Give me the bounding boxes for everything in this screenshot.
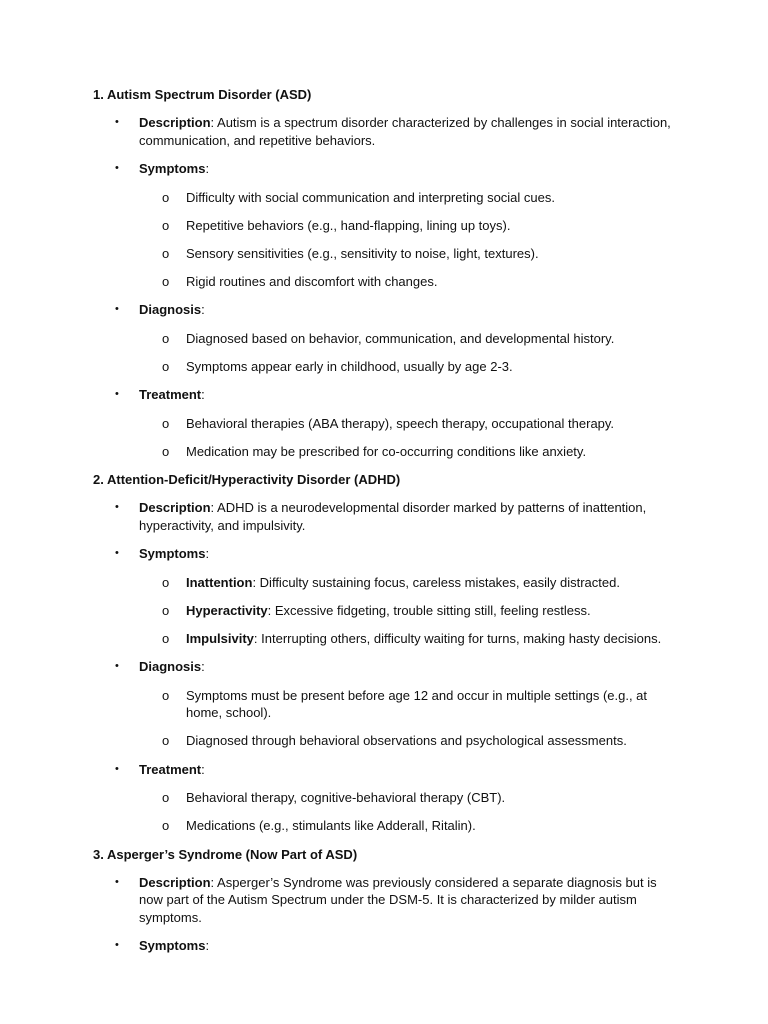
sub-bullet: o [162, 630, 170, 646]
treatment-label: Treatment [139, 761, 202, 777]
symptoms-label: Symptoms [139, 546, 206, 561]
colon: : [205, 938, 210, 953]
diagnosis-label: Diagnosis [139, 302, 202, 317]
symptom-term: Inattention [186, 574, 253, 590]
bullet: • [115, 501, 119, 513]
section-adhd [93, 471, 678, 835]
sub-bullet: o [162, 217, 170, 233]
treatment-item [115, 386, 678, 460]
colon: : [205, 546, 210, 561]
diagnosis-text: Symptoms appear early in childhood, usually by age 2-3. [186, 358, 513, 374]
diagnosis-label: Diagnosis [139, 659, 202, 674]
sub-bullet: o [162, 733, 170, 748]
colon: : [201, 387, 205, 402]
symptoms-label: Symptoms [139, 161, 206, 176]
bullet: • [115, 875, 119, 888]
symptom-text: Repetitive behaviors (e.g., hand-flapping, lining up toys). [186, 217, 511, 233]
diagnosis-sublist [139, 687, 678, 750]
section-title: 1. Autism Spectrum Disorder (ASD) [93, 87, 312, 102]
diagnosis-text: Diagnosed based on behavior, communication, and developmental history. [186, 330, 615, 346]
description-text: : Asperger’s Syndrome was previously considered a separate diagnosis but is now part of the Autism Spectrum under the DSM-5. It is characterized by milder autism symptoms. [139, 874, 657, 925]
symptom-text: : Excessive fidgeting, trouble sitting still, feeling restless. [267, 602, 591, 618]
sub-bullet: o [162, 330, 170, 346]
section-asd [93, 86, 678, 460]
section-title: 3. Asperger’s Syndrome (Now Part of ASD) [93, 846, 358, 862]
list-item [162, 415, 678, 433]
diagnosis-item [115, 658, 678, 750]
symptom-text: Difficulty with social communication and interpreting social cues. [186, 189, 555, 205]
bullet: • [115, 939, 119, 951]
list-item [162, 189, 678, 207]
diagnosis-text: Symptoms must be present before age 12 and occur in multiple settings (e.g., at home, school). [186, 687, 648, 720]
description-text: : ADHD is a neurodevelopmental disorder marked by patterns of inattention, hyperactivity, and impulsivity. [139, 500, 647, 533]
list-item [162, 687, 678, 722]
section-list [93, 499, 678, 835]
bullet: • [115, 547, 119, 559]
symptoms-label: Symptoms [139, 938, 206, 953]
colon: : [201, 659, 205, 674]
treatment-sublist [139, 415, 678, 461]
symptom-text: : Difficulty sustaining focus, careless mistakes, easily distracted. [252, 574, 620, 590]
description-label: Description [139, 115, 211, 130]
sub-bullet: o [162, 818, 170, 833]
symptoms-sublist [139, 574, 678, 648]
description-label: Description [139, 874, 211, 890]
bullet: • [115, 116, 119, 128]
treatment-text: Medication may be prescribed for co-occurring conditions like anxiety. [186, 443, 587, 459]
sub-bullet: o [162, 245, 170, 261]
list-item [162, 789, 678, 807]
treatment-text: Behavioral therapy, cognitive-behavioral therapy (CBT). [186, 790, 506, 805]
sub-bullet: o [162, 790, 170, 805]
list-item [162, 817, 678, 835]
symptoms-sublist [139, 189, 678, 291]
sub-bullet: o [162, 273, 170, 289]
symptom-term: Impulsivity [186, 630, 254, 646]
description-item [115, 874, 678, 927]
bullet: • [115, 303, 119, 315]
treatment-item [115, 761, 678, 835]
description-item [115, 114, 678, 149]
bullet: • [115, 762, 119, 775]
list-item [162, 732, 678, 750]
bullet: • [115, 660, 119, 672]
symptom-text: Sensory sensitivities (e.g., sensitivity to noise, light, textures). [186, 245, 539, 261]
symptom-text: : Interrupting others, difficulty waiting for turns, making hasty decisions. [253, 630, 662, 646]
list-item [162, 217, 678, 235]
list-item [162, 330, 678, 348]
colon: : [205, 161, 210, 176]
bullet: • [115, 388, 119, 400]
list-item [162, 443, 678, 461]
diagnosis-text: Diagnosed through behavioral observations and psychological assessments. [186, 733, 627, 748]
symptoms-item [115, 937, 678, 955]
list-item [162, 602, 678, 620]
symptoms-item [115, 545, 678, 647]
sub-bullet: o [162, 415, 170, 431]
treatment-label: Treatment [139, 387, 202, 402]
sub-bullet: o [162, 687, 170, 703]
symptom-term: Hyperactivity [186, 602, 268, 618]
section-title: 2. Attention-Deficit/Hyperactivity Disorder (ADHD) [93, 472, 401, 487]
sub-bullet: o [162, 358, 170, 374]
diagnosis-sublist [139, 330, 678, 376]
section-list [93, 874, 678, 955]
description-label: Description [139, 500, 211, 515]
diagnosis-item [115, 301, 678, 375]
symptom-text: Rigid routines and discomfort with changes. [186, 273, 438, 289]
colon: : [201, 761, 205, 777]
list-item [162, 630, 678, 648]
list-item [162, 574, 678, 592]
section-aspergers [93, 846, 678, 955]
treatment-sublist [139, 789, 678, 835]
sub-bullet: o [162, 443, 170, 459]
symptoms-item [115, 160, 678, 290]
sub-bullet: o [162, 189, 170, 205]
treatment-text: Behavioral therapies (ABA therapy), speech therapy, occupational therapy. [186, 415, 615, 431]
treatment-text: Medications (e.g., stimulants like Adderall, Ritalin). [186, 818, 476, 833]
bullet: • [115, 162, 119, 174]
list-item [162, 358, 678, 376]
description-item [115, 499, 678, 534]
colon: : [201, 302, 205, 317]
description-text: : Autism is a spectrum disorder characterized by challenges in social interaction, communication, and repetitive behaviors. [139, 115, 671, 148]
sub-bullet: o [162, 574, 170, 590]
list-item [162, 245, 678, 263]
list-item [162, 273, 678, 291]
section-list [93, 114, 678, 460]
sub-bullet: o [162, 602, 170, 618]
